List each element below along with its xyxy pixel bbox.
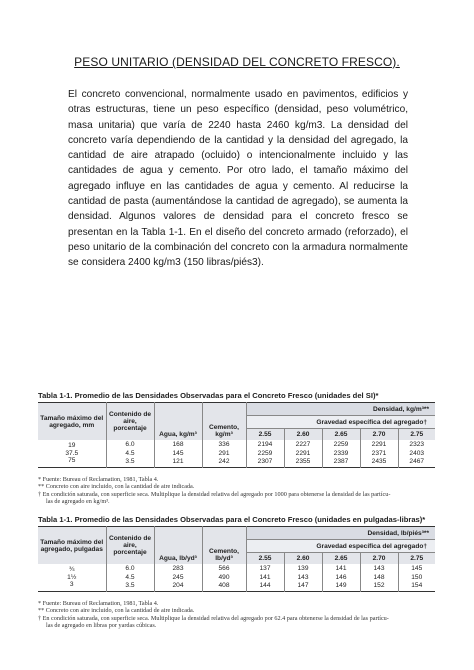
footnote: ** Concreto con aire incluido, con la cantidad de aire indicada. [38, 483, 195, 491]
table-cell: 143 [360, 564, 398, 574]
table-cell: ¾ [38, 564, 106, 574]
table-cell: 150 [411, 573, 423, 581]
header-specific-gravity: Gravedad específica del agregado† [246, 540, 435, 553]
table-cell: 6.0 [106, 564, 154, 574]
table-us [38, 526, 435, 592]
header-aggregate-size: Tamaño máximo del agregado, mm [38, 403, 106, 441]
table-cell: 149 [322, 581, 360, 591]
header-water: Agua, lb/yd³ [154, 527, 202, 565]
gravity-value: 2.65 [322, 429, 360, 441]
table-cell: 1½ [38, 574, 106, 582]
table-cell: 146 [322, 574, 360, 582]
table-row [38, 450, 435, 458]
header-aggregate-size: Tamaño máximo del agregado, pulgadas [38, 527, 106, 565]
table-cell: 145 [411, 565, 423, 572]
table-cell: 2291 [360, 440, 398, 450]
table-cell: 2307 [246, 457, 284, 467]
table-cell: 143 [284, 574, 322, 582]
table-cell: 3.5 [106, 581, 154, 591]
page-title: PESO UNITARIO (DENSIDAD DEL CONCRETO FRESCO). [74, 55, 400, 69]
table-cell: 3 [38, 581, 106, 591]
footnote: las de agregado en libras por yardas cúbicas. [46, 622, 157, 630]
footnote: * Fuente: Bureau of Reclamation, 1981, Tabla 4. [38, 476, 159, 483]
table-cell: 2259 [246, 450, 284, 458]
gravity-value: 2.65 [322, 553, 360, 565]
header-air-content: Contenido de aire, porcentaje [106, 527, 154, 565]
body-paragraph: El concreto convencional, normalmente usado en pavimentos, edificios y otras estructuras, tiene un peso específico (densidad, peso volumétrico, masa unitaria) que varía de 2240 hasta 2460 kg/m3. La densidad del concreto varía dependiendo de la cantidad y la densidad del agregado, la cantidad de aire atrapado (ocluido) o intencionalmente incluido y las cantidades de agua y cemento. Por otro lado, el tamaño máximo del agregado influye en las cantidades de agua y cemento. Al reducirse la cantidad de pasta (aumentándose la cantidad de agregado), se aumenta la densidad. Algunos valores de densidad para el concreto fresco se presentan en la Tabla 1-1. En el diseño del concreto armado (reforzado), el peso unitario de la combinación del concreto con la armadura normalmente se considera 2400 kg/m3 (150 libras/piés3). [68, 89, 408, 269]
table-cell: 2435 [360, 457, 398, 467]
table-row [38, 574, 435, 582]
table-cell: 37.5 [38, 450, 106, 458]
table-cell: 2291 [284, 450, 322, 458]
table-cell: 75 [38, 457, 106, 467]
table-cell: 168 [154, 440, 202, 450]
table-cell: 4.5 [106, 574, 154, 582]
table-cell: 141 [246, 574, 284, 582]
table-si-footnotes [38, 476, 438, 506]
table-si [38, 402, 435, 468]
gravity-value: 2.55 [246, 553, 284, 565]
footnote: ** Concreto con aire incluido, con la cantidad de aire indicada. [38, 607, 195, 615]
table-cell: 2371 [360, 450, 398, 458]
gravity-value: 2.70 [360, 429, 398, 441]
gravity-value: 2.55 [246, 429, 284, 441]
header-cement: Cemento, lb/yd³ [202, 527, 246, 565]
table-cell: 19 [38, 440, 106, 450]
table-cell: 139 [284, 564, 322, 574]
table-cell: 137 [246, 564, 284, 574]
table-cell: 2387 [322, 457, 360, 467]
header-density: Densidad, kg/m³** [246, 403, 435, 416]
table-cell: 2194 [246, 440, 284, 450]
table-cell: 242 [202, 457, 246, 467]
header-specific-gravity: Gravedad específica del agregado† [246, 416, 435, 429]
table-cell: 154 [411, 582, 423, 590]
table-cell: 408 [202, 581, 246, 591]
table-cell: 283 [154, 564, 202, 574]
table-cell: 2355 [284, 457, 322, 467]
footnote: * Fuente: Bureau of Reclamation, 1981, Tabla 4. [38, 600, 159, 607]
table-cell: 2339 [322, 450, 360, 458]
table-cell: 2323 [409, 441, 425, 448]
footnote: † En condición saturada, con superficie seca. Multiplique la densidad relativa del agregado por 1000 para obtenerse la densidad de las partícu- [38, 490, 391, 498]
table-cell: 6.0 [106, 440, 154, 450]
gravity-value: 2.70 [360, 553, 398, 565]
footnote: † En condición saturada, con superficie seca. Multiplique la densidad relativa del agregado por 62.4 para obtenerse la densidad de las partícu- [38, 614, 389, 622]
table-us-caption: Tabla 1-1. Promedio de las Densidades Observadas para el Concreto Fresco (unidades en pulgadas-libras)* [38, 515, 426, 524]
table-cell: 566 [202, 564, 246, 574]
header-density: Densidad, lb/piés³** [246, 527, 435, 540]
table-cell: 2227 [284, 440, 322, 450]
table-cell: 145 [154, 450, 202, 458]
table-cell: 4.5 [106, 450, 154, 458]
table-cell: 2403 [409, 449, 425, 457]
table-si-caption: Tabla 1-1. Promedio de las Densidades Observadas para el Concreto Fresco (unidades del SI)* [38, 391, 379, 400]
table-cell: 152 [360, 581, 398, 591]
table-row [38, 581, 435, 591]
gravity-value: 2.75 [398, 429, 435, 441]
table-cell: 2467 [409, 458, 425, 466]
table-cell: 336 [202, 440, 246, 450]
table-row [38, 564, 435, 574]
table-cell: 490 [202, 574, 246, 582]
table-cell: 291 [202, 450, 246, 458]
header-water: Agua, kg/m³ [154, 403, 202, 441]
table-row [38, 440, 435, 450]
table-cell: 147 [284, 581, 322, 591]
table-cell: 148 [360, 574, 398, 582]
table-cell: 121 [154, 457, 202, 467]
table-cell: 245 [154, 574, 202, 582]
table-cell: 204 [154, 581, 202, 591]
table-cell: 144 [246, 581, 284, 591]
header-air-content: Contenido de aire, porcentaje [106, 403, 154, 441]
gravity-value: 2.75 [398, 553, 435, 565]
gravity-value: 2.60 [284, 429, 322, 441]
gravity-value: 2.60 [284, 553, 322, 565]
footnote: las de agregado en kg/m³. [46, 498, 110, 506]
table-row [38, 457, 435, 467]
table-us-footnotes [38, 600, 438, 630]
header-cement: Cemento, kg/m³ [202, 403, 246, 441]
table-cell: 3.5 [106, 457, 154, 467]
table-cell: 2259 [322, 440, 360, 450]
table-cell: 141 [322, 564, 360, 574]
